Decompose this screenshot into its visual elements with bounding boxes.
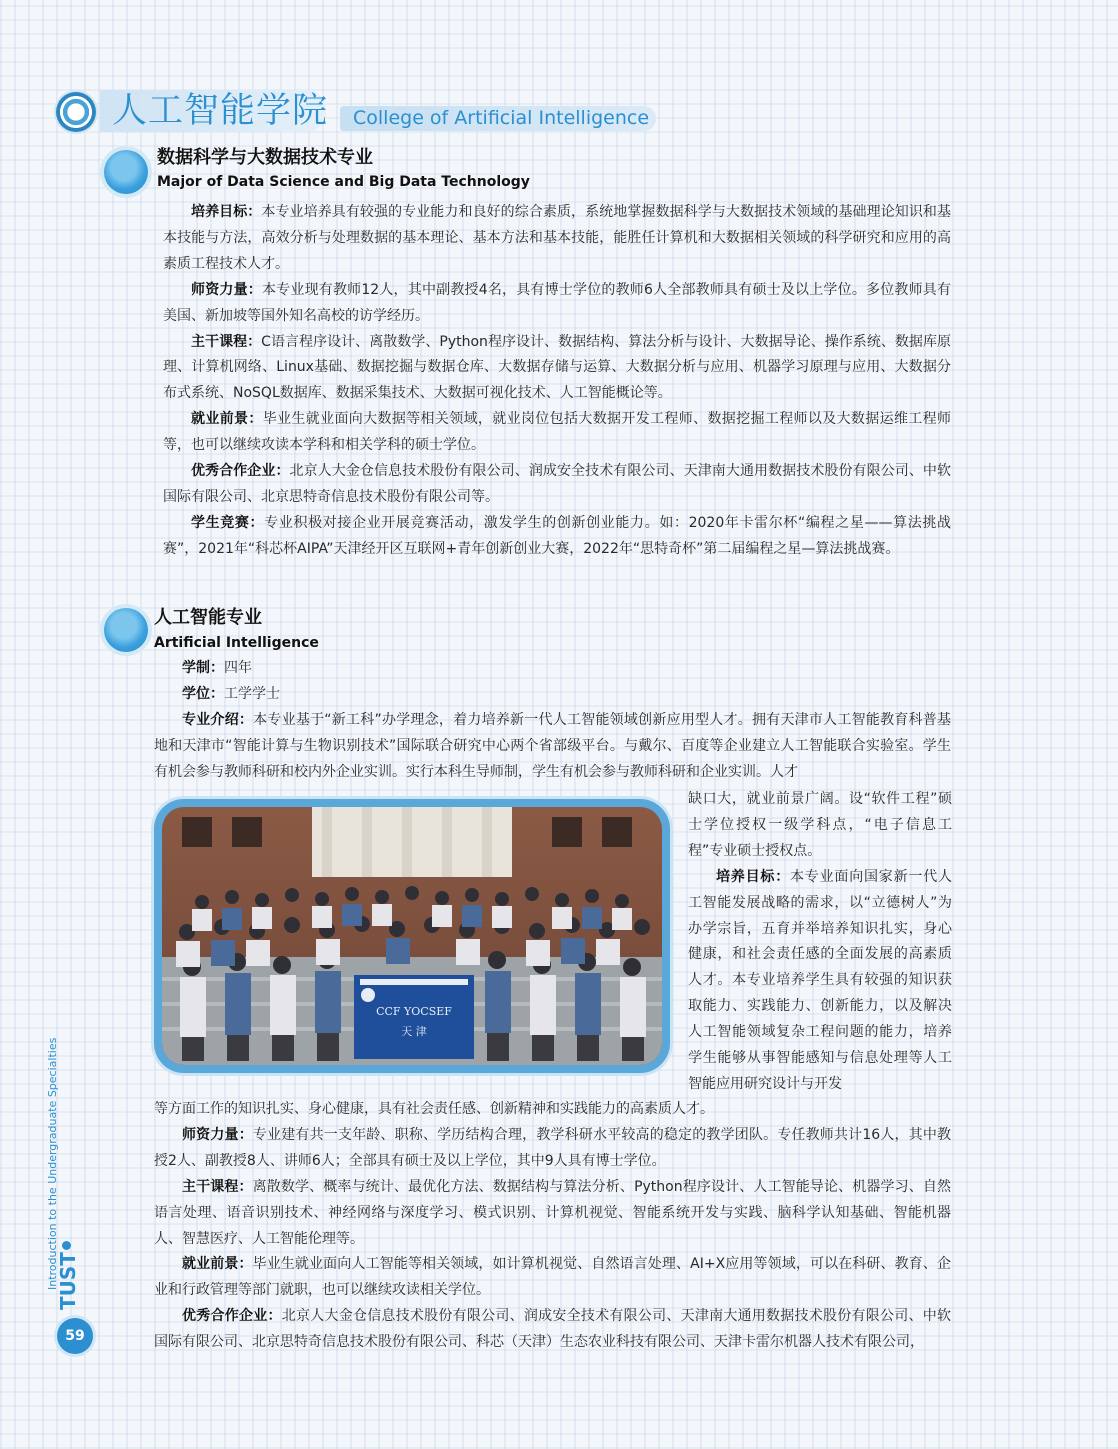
sidebar-subtitle: Introduction to the Undergraduate Specialties [46, 1037, 59, 1290]
paragraph: 师资力量：专业建有共一支年龄、职称、学历结构合理，教学科研水平较高的稳定的教学团队。专任教师共计16人，其中教授2人、副教授8人、讲师6人；全部具有硕士及以上学位，其中9人具有博士学位。 [154, 1126, 952, 1169]
paragraph: 主干课程：C语言程序设计、离散数学、Python程序设计、数据结构、算法分析与设计、大数据导论、操作系统、数据库原理、计算机网络、Linux基础、数据挖掘与数据仓库、大数据存储与运算、大数据分析与应用、机器学习原理与应用、大数据分布式系统、NoSQL数据库、数据采集技术、大数据可视化技术、人工智能概论等。 [163, 333, 951, 402]
section2-meta [154, 656, 951, 786]
section1-body [163, 200, 951, 563]
section2-side-column [688, 787, 952, 1098]
sidebar-dot-icon [62, 1241, 71, 1250]
section-bullet-icon [104, 150, 148, 194]
section2-title-en: Artificial Intelligence [154, 635, 319, 651]
group-photo [154, 799, 670, 1073]
paragraph: 就业前景：毕业生就业面向人工智能等相关领域，如计算机视觉、自然语言处理、AI+X应用等领域，可以在科研、教育、企业和行政管理等部门就职，也可以继续攻读相关学位。 [154, 1256, 951, 1299]
section2-body [154, 1097, 951, 1356]
page-title-cn: 人工智能学院 [112, 91, 329, 131]
section1-title-en: Major of Data Science and Big Data Technology [157, 174, 530, 190]
goal-bottom: 等方面工作的知识扎实、身心健康，具有社会责任感、创新精神和实践能力的高素质人才。 [154, 1101, 714, 1117]
section2-title-cn: 人工智能专业 [154, 607, 262, 628]
section1-title-cn: 数据科学与大数据技术专业 [157, 147, 373, 168]
duration-line: 学制：四年 [182, 660, 252, 676]
paragraph: 优秀合作企业：北京人大金仓信息技术股份有限公司、润成安全技术有限公司、天津南大通用数据技术股份有限公司、中软国际有限公司、北京思特奇信息技术股份有限公司、科芯（天津）生态农业科技有限公司、天津卡雷尔机器人技术有限公司， [154, 1308, 951, 1351]
banner-text-line1: CCF YOCSEF [376, 1005, 452, 1018]
sidebar-brand: TUST [56, 1252, 80, 1310]
section-bullet-icon [104, 608, 148, 652]
paragraph: 优秀合作企业：北京人大金仓信息技术股份有限公司、润成安全技术有限公司、天津南大通用数据技术股份有限公司、中软国际有限公司、北京思特奇信息技术股份有限公司等。 [163, 463, 952, 505]
paragraph: 师资力量：本专业现有教师12人，其中副教授4名，具有博士学位的教师6人全部教师具有硕士及以上学位。多位教师具有美国、新加坡等国外知名高校的访学经历。 [163, 281, 951, 324]
intro-top: 专业介绍：本专业基于“新工科”办学理念，着力培养新一代人工智能领域创新应用型人才。拥有天津市人工智能教育科普基地和天津市“智能计算与生物识别技术”国际联合研究中心两个省部级平台。与戴尔、百度等企业建立人工智能联合实验室。学生有机会参与教师科研和校内外企业实训。实行本科生导师制，学生有机会参与教师科研和企业实训。人才 [154, 711, 951, 780]
page-number: 59 [57, 1318, 93, 1354]
paragraph: 就业前景：毕业生就业面向大数据等相关领域，就业岗位包括大数据开发工程师、数据挖掘工程师以及大数据运维工程师等，也可以继续攻读本学科和相关学科的硕士学位。 [163, 411, 952, 454]
group-photo-illustration [162, 807, 662, 1065]
paragraph: 主干课程：离散数学、概率与统计、最优化方法、数据结构与算法分析、Python程序设计、人工智能导论、机器学习、自然语言处理、语音识别技术、神经网络与深度学习、模式识别、计算机视觉、智能系统开发与实践、脑科学认知基础、智能机器人、智慧医疗、人工智能伦理等。 [154, 1178, 952, 1247]
intro-side: 缺口大，就业前景广阔。设“软件工程”硕士学位授权一级学科点，“电子信息工程”专业硕士授权点。 [688, 791, 952, 859]
college-logo-icon [56, 92, 96, 132]
paragraph: 学生竞赛：专业积极对接企业开展竞赛活动，激发学生的创新创业能力。如：2020年卡雷尔杯“编程之星——算法挑战赛”，2021年“科芯杯AIPA”天津经开区互联网+青年创新创业大赛，2022年“思特奇杯”第二届编程之星—算法挑战赛。 [163, 514, 952, 557]
banner-text-line2: 天 津 [401, 1025, 427, 1038]
degree-line: 学位：工学学士 [182, 685, 280, 702]
paragraph: 培养目标：本专业培养具有较强的专业能力和良好的综合素质，系统地掌握数据科学与大数据技术领域的基础理论知识和基本技能与方法，高效分析与处理数据的基本理论、基本方法和基本技能，能胜任计算机和大数据相关领域的科学研究和应用的高素质工程技术人才。 [163, 204, 952, 272]
page-title-en: College of Artificial Intelligence [353, 107, 650, 129]
goal-side: 培养目标：本专业面向国家新一代人工智能发展战略的需求，以“立德树人”为办学宗旨，五育并举培养知识扎实，身心健康，和社会责任感的全面发展的高素质人才。本专业培养学生具有较强的知识获取能力、实践能力、创新能力，以及解决人工智能领域复杂工程问题的能力，培养学生能够从事智能感知与信息处理等人工智能应用研究设计与开发 [688, 868, 952, 1092]
